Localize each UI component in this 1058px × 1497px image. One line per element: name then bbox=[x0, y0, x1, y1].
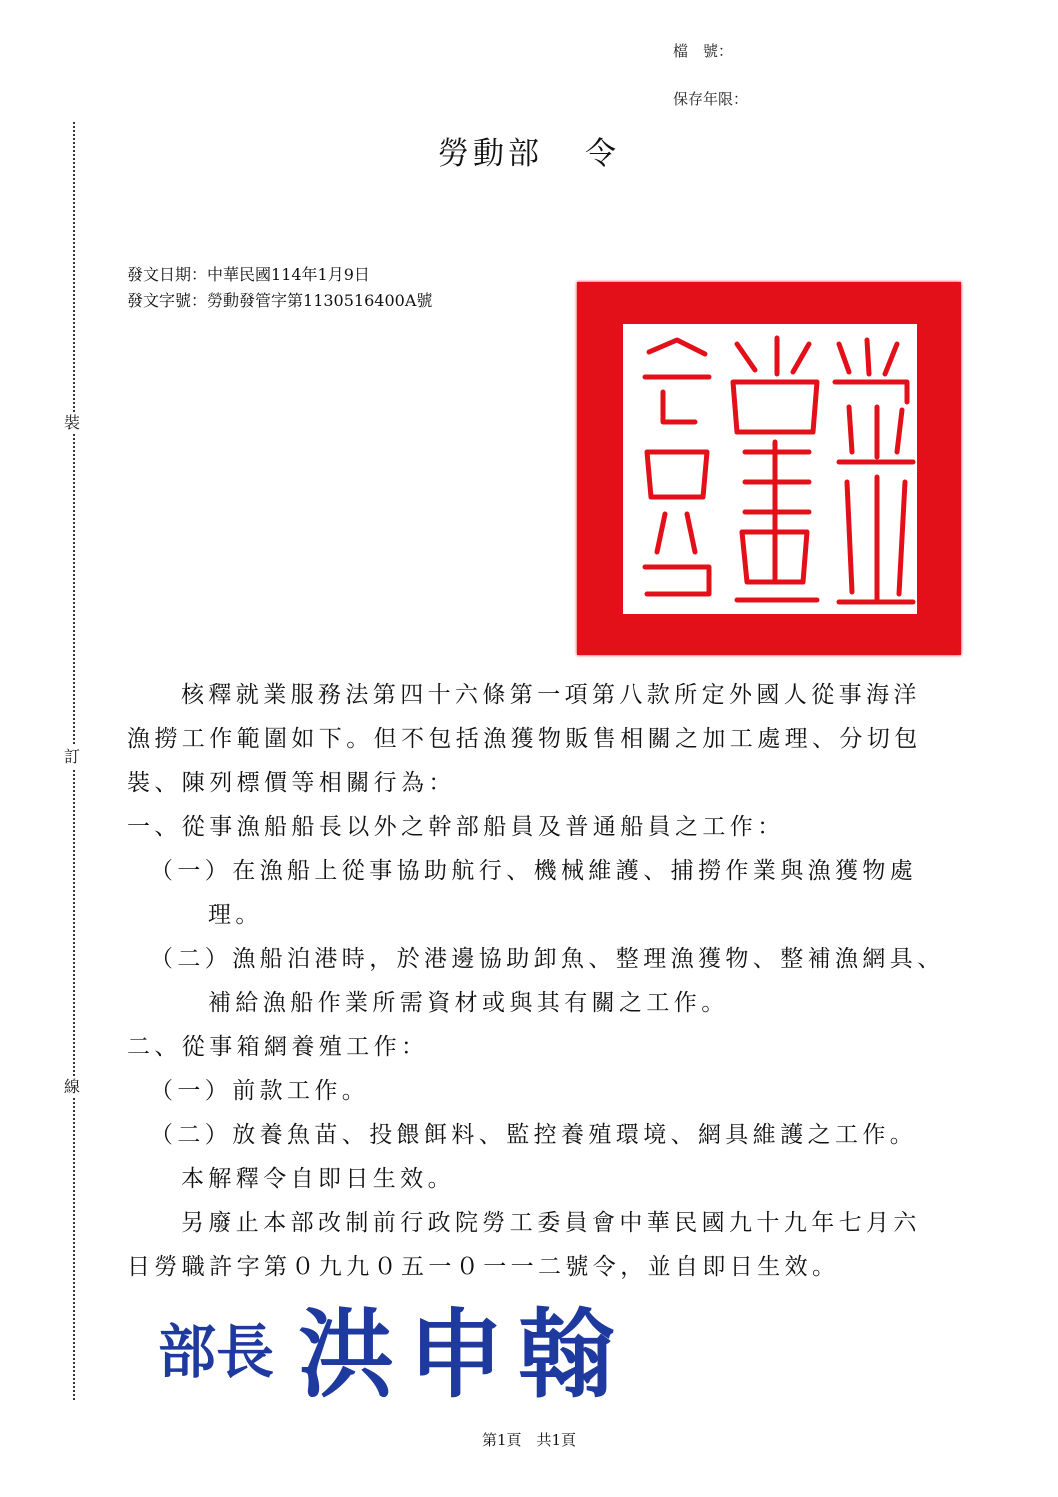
body-line-11: （二）放養魚苗、投餵餌料、監控養殖環境、網具維護之工作。 bbox=[150, 1122, 918, 1148]
document-reference bbox=[127, 288, 432, 314]
reference-label: 發文字號： bbox=[127, 291, 208, 310]
page-title bbox=[0, 128, 1058, 173]
binding-char-xian: 線 bbox=[64, 1077, 81, 1096]
body-line-13: 另廢止本部改制前行政院勞工委員會中華民國九十九年七月六 bbox=[181, 1210, 921, 1236]
body-line-4: 一、從事漁船船長以外之幹部船員及普通船員之工作： bbox=[127, 814, 785, 840]
body-line-3: 裝、陳列標價等相關行為： bbox=[127, 770, 456, 796]
file-number-text: 檔 號： bbox=[673, 42, 734, 60]
minister-signature-stamp bbox=[158, 1300, 658, 1408]
body-line-1: 核釋就業服務法第四十六條第一項第八款所定外國人從事海洋 bbox=[181, 682, 921, 708]
retention-period-text: 保存年限： bbox=[673, 90, 749, 108]
signature-name: 洪申翰 bbox=[298, 1300, 628, 1408]
binding-char-zhuang: 裝 bbox=[64, 413, 81, 432]
body-line-12: 本解釋令自即日生效。 bbox=[181, 1166, 455, 1192]
official-seal bbox=[577, 282, 961, 655]
body-line-5: （一）在漁船上從事協助航行、機械維護、捕撈作業與漁獲物處 bbox=[150, 858, 918, 884]
issue-date-label: 發文日期： bbox=[127, 265, 208, 284]
file-number-label bbox=[673, 40, 733, 61]
binding-char-ding: 訂 bbox=[64, 747, 81, 766]
issue-date-value: 中華民國114年1月9日 bbox=[207, 265, 370, 284]
page-number: 第1頁 共1頁 bbox=[481, 1431, 577, 1449]
seal-script-glyphs bbox=[577, 282, 961, 655]
signature-title: 部長 bbox=[158, 1318, 275, 1386]
title-doc-type: 令 bbox=[585, 136, 620, 172]
body-line-14: 日勞職許字第０九九０五一０一一二號令，並自即日生效。 bbox=[127, 1254, 840, 1280]
body-line-8: 補給漁船作業所需資材或與其有關之工作。 bbox=[208, 990, 729, 1016]
title-org: 勞動部 bbox=[438, 136, 543, 172]
reference-value: 勞動發管字第1130516400A號 bbox=[207, 291, 433, 310]
body-line-6: 理。 bbox=[208, 902, 263, 928]
retention-period-label bbox=[673, 88, 748, 109]
body-line-2: 漁撈工作範圍如下。但不包括漁獲物販售相關之加工處理、分切包 bbox=[127, 726, 922, 752]
body-line-9: 二、從事箱網養殖工作： bbox=[127, 1034, 429, 1060]
body-line-7: （二）漁船泊港時，於港邊協助卸魚、整理漁獲物、整補漁網具、 bbox=[150, 946, 945, 972]
body-line-10: （一）前款工作。 bbox=[150, 1078, 370, 1104]
issue-date bbox=[127, 262, 370, 288]
